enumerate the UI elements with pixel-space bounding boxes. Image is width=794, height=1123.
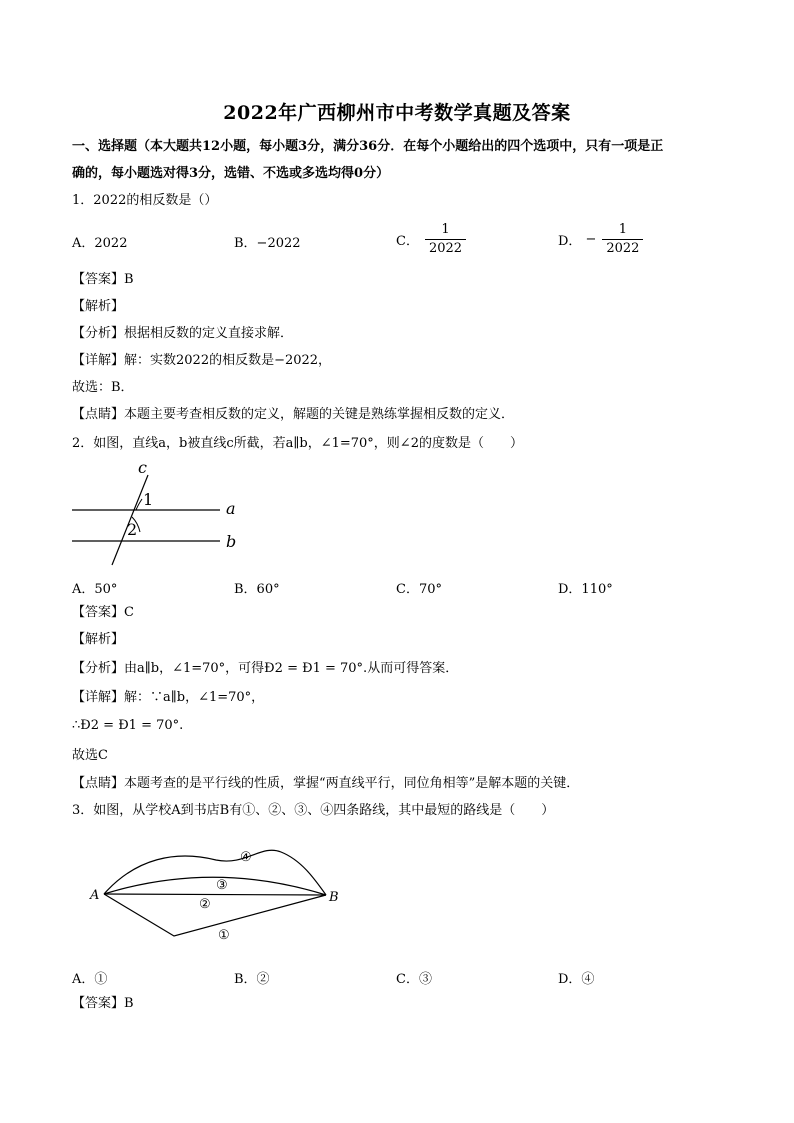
q3-answer: 【答案】B xyxy=(72,996,134,1011)
label-a: a xyxy=(226,499,236,518)
angle-1-arc xyxy=(136,499,142,510)
route-4 xyxy=(104,850,326,895)
q1-option-d-sign: − xyxy=(585,232,597,247)
q3-stem: 3．如图，从学校A到书店B有①、②、③、④四条路线，其中最短的路线是（ ） xyxy=(72,803,555,818)
q3-option-a: A．① xyxy=(72,972,108,987)
label-b: b xyxy=(226,532,237,551)
route-1 xyxy=(104,894,326,936)
fraction-numerator: 1 xyxy=(602,221,643,240)
label-route-3: ③ xyxy=(216,878,228,893)
q1-option-c-fraction xyxy=(425,221,466,258)
q3-option-c: C．③ xyxy=(396,972,432,987)
route-3 xyxy=(104,877,326,895)
q1-guxuan: 故选：B． xyxy=(72,380,134,395)
q1-fenxi: 【分析】根据相反数的定义直接求解． xyxy=(72,326,294,341)
q1-analysis-heading: 【解析】 xyxy=(72,299,125,314)
q2-option-c: C．70° xyxy=(396,582,442,597)
q2-figure-parallel-lines xyxy=(66,455,256,573)
label-1: 1 xyxy=(143,490,154,509)
q3-option-b: B．② xyxy=(234,972,270,987)
label-route-4: ④ xyxy=(240,850,252,865)
q2-xiangjie: 【详解】解：∵a∥b，∠1=70°， xyxy=(72,690,265,705)
q1-dianjing: 【点睛】本题主要考查相反数的定义，解题的关键是熟练掌握相反数的定义． xyxy=(72,407,515,422)
label-B: B xyxy=(329,890,339,905)
fraction-numerator: 1 xyxy=(425,221,466,240)
q1-answer: 【答案】B xyxy=(72,272,134,287)
q2-stem: 2．如图，直线a，b被直线c所截，若a∥b，∠1=70°，则∠2的度数是（ ） xyxy=(72,436,523,451)
q1-option-c-label: C． xyxy=(396,234,419,249)
q2-option-a: A．50° xyxy=(72,582,118,597)
fraction-denominator: 2022 xyxy=(428,241,463,256)
q3-figure-routes xyxy=(86,838,356,948)
label-c: c xyxy=(138,458,147,477)
q2-option-b: B．60° xyxy=(234,582,280,597)
q3-option-d: D．④ xyxy=(558,972,595,987)
route-2 xyxy=(104,894,326,895)
section-instructions-line1: 一、选择题（本大题共12小题，每小题3分，满分36分．在每个小题给出的四个选项中，只有一项是正 xyxy=(72,139,664,154)
page-title: 2022年广西柳州市中考数学真题及答案 xyxy=(223,102,571,124)
q1-option-d xyxy=(558,221,643,258)
q1-option-a: A．2022 xyxy=(72,236,128,251)
q2-analysis-heading: 【解析】 xyxy=(72,632,125,647)
q1-option-d-label: D． xyxy=(558,234,582,249)
q1-stem: 1．2022的相反数是（） xyxy=(72,193,218,208)
q2-answer: 【答案】C xyxy=(72,605,134,620)
q2-therefore: ∴Ð2 = Ð1 = 70°. xyxy=(72,718,184,733)
label-2: 2 xyxy=(127,520,138,539)
fraction-denominator: 2022 xyxy=(606,241,640,256)
q2-option-d: D．110° xyxy=(558,582,613,597)
label-route-2: ② xyxy=(199,897,211,912)
label-route-1: ① xyxy=(218,928,230,943)
q1-xiangjie: 【详解】解：实数2022的相反数是−2022， xyxy=(72,353,332,368)
q1-option-d-fraction xyxy=(602,221,643,258)
q2-dianjing: 【点睛】本题考查的是平行线的性质，掌握“两直线平行，同位角相等”是解本题的关键． xyxy=(72,776,580,791)
q1-option-c xyxy=(396,221,466,258)
section-instructions-line2: 确的，每小题选对得3分，选错、不选或多选均得0分） xyxy=(72,166,390,181)
q1-option-b: B．−2022 xyxy=(234,236,301,251)
q2-fenxi: 【分析】由a∥b，∠1=70°，可得Ð2 = Ð1 = 70°.从而可得答案． xyxy=(72,661,459,676)
q2-guxuan: 故选C xyxy=(72,748,108,763)
label-A: A xyxy=(90,888,100,903)
